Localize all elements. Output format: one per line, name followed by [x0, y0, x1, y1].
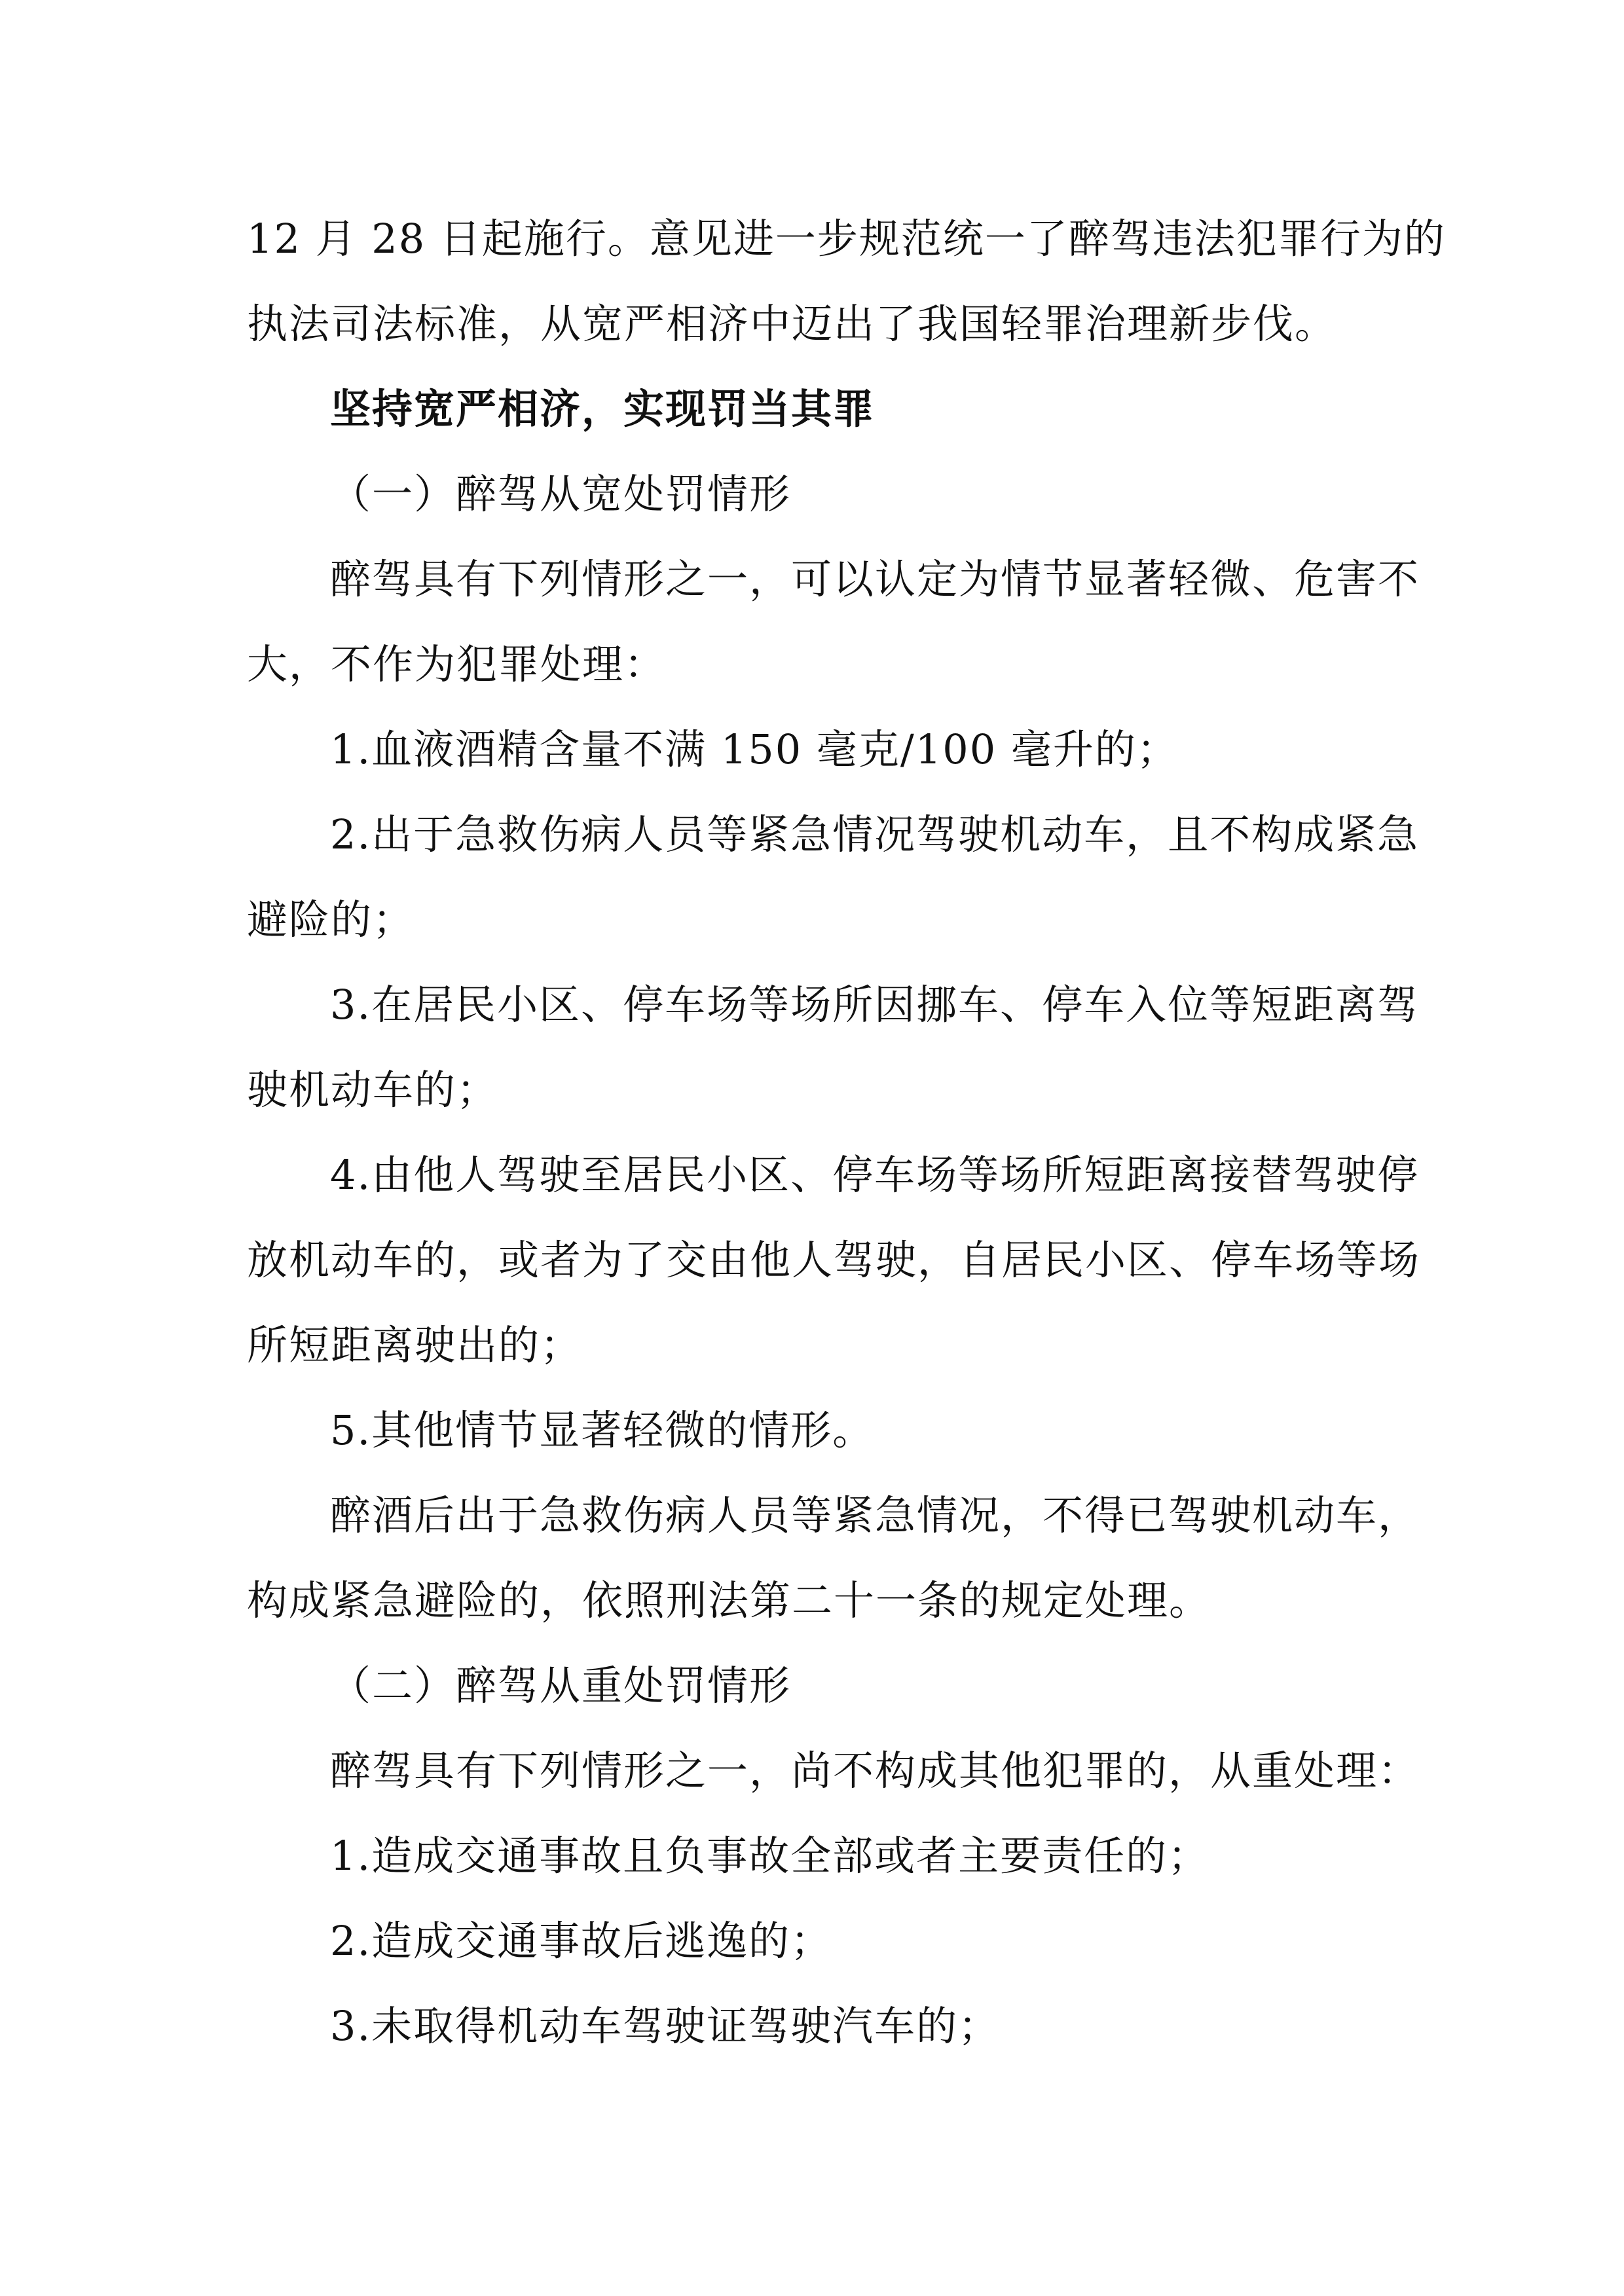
list-item: 1.血液酒精含量不满 150 毫克/100 毫升的； [330, 725, 1179, 773]
list-item-continuation: 放机动车的，或者为了交由他人驾驶，自居民小区、停车场等场 [247, 1236, 1421, 1284]
paragraph-line: 构成紧急避险的，依照刑法第二十一条的规定处理。 [247, 1576, 1211, 1624]
paragraph-line: 12 月 28 日起施行。意见进一步规范统一了醉驾违法犯罪行为的 [247, 215, 1446, 263]
paragraph-line: 醉酒后出于急救伤病人员等紧急情况，不得已驾驶机动车， [330, 1491, 1420, 1539]
paragraph-line: 醉驾具有下列情形之一，可以认定为情节显著轻微、危害不 [330, 555, 1420, 603]
list-item-continuation: 所短距离驶出的； [247, 1321, 583, 1369]
list-item: 3.在居民小区、停车场等场所因挪车、停车入位等短距离驾 [330, 981, 1420, 1029]
list-item: 2.出于急救伤病人员等紧急情况驾驶机动车，且不构成紧急 [330, 811, 1420, 858]
list-item: 3.未取得机动车驾驶证驾驶汽车的； [330, 2002, 1001, 2050]
list-item: 4.由他人驾驶至居民小区、停车场等场所短距离接替驾驶停 [330, 1151, 1420, 1199]
subsection-heading: （一）醉驾从宽处罚情形 [330, 470, 792, 518]
paragraph-line: 执法司法标准，从宽严相济中迈出了我国轻罪治理新步伐。 [247, 300, 1337, 348]
list-item-continuation: 驶机动车的； [247, 1066, 499, 1114]
list-item: 5.其他情节显著轻微的情形。 [330, 1406, 875, 1454]
document-body [247, 196, 1446, 2069]
list-item: 1.造成交通事故且负事故全部或者主要责任的； [330, 1832, 1210, 1880]
list-item: 2.造成交通事故后逃逸的； [330, 1917, 833, 1965]
paragraph-line: 大，不作为犯罪处理： [247, 640, 667, 688]
paragraph-line: 醉驾具有下列情形之一，尚不构成其他犯罪的，从重处理： [330, 1747, 1420, 1795]
section-heading: 坚持宽严相济，实现罚当其罪 [330, 385, 876, 433]
list-item-continuation: 避险的； [247, 896, 415, 943]
subsection-heading: （二）醉驾从重处罚情形 [330, 1662, 792, 1709]
